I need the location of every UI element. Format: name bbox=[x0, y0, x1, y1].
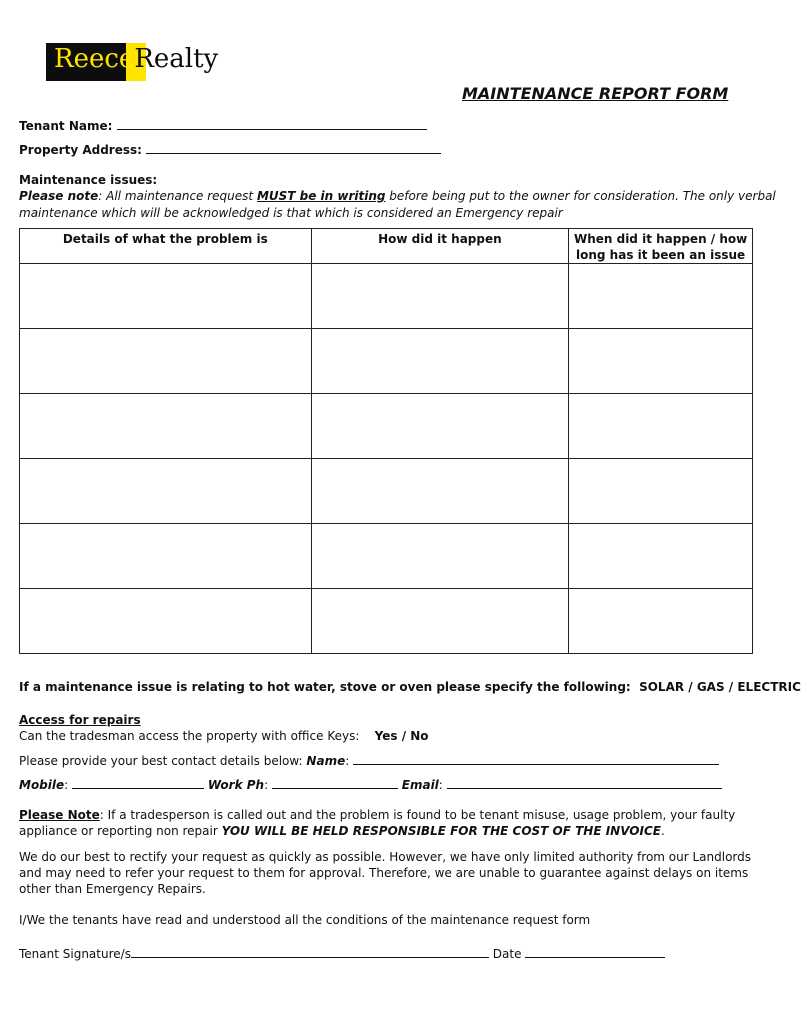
table-cell-when[interactable] bbox=[569, 524, 753, 589]
tenant-name-label: Tenant Name: bbox=[19, 119, 113, 133]
table-cell-how[interactable] bbox=[311, 589, 569, 654]
maintenance-issues-label: Maintenance issues: bbox=[19, 173, 158, 187]
name-field[interactable] bbox=[353, 753, 719, 765]
table-row bbox=[20, 589, 753, 654]
table-row bbox=[20, 394, 753, 459]
table-cell-details[interactable] bbox=[20, 589, 312, 654]
company-logo bbox=[46, 43, 219, 81]
acknowledge-text: I/We the tenants have read and understood all the conditions of the maintenance request form bbox=[19, 913, 591, 927]
table-cell-how[interactable] bbox=[311, 394, 569, 459]
table-row bbox=[20, 264, 753, 329]
access-question: Can the tradesman access the property with office Keys: bbox=[19, 729, 360, 743]
note-text-after: before being put to the owner for consideration. The only verbal bbox=[385, 189, 776, 203]
note-emphasis: MUST be in writing bbox=[256, 189, 386, 203]
please-note-responsibility: YOU WILL BE HELD RESPONSIBLE FOR THE COST OF THE INVOICE bbox=[221, 824, 661, 838]
paragraph-line-3: other than Emergency Repairs. bbox=[19, 882, 206, 896]
table-cell-details[interactable] bbox=[20, 329, 312, 394]
table-row bbox=[20, 459, 753, 524]
access-answer[interactable]: Yes / No bbox=[374, 729, 429, 743]
please-note-line-1 bbox=[19, 808, 735, 822]
table-cell-when[interactable] bbox=[569, 394, 753, 459]
note-label: Please note bbox=[19, 189, 99, 203]
table-cell-details[interactable] bbox=[20, 264, 312, 329]
access-question-row bbox=[19, 729, 429, 743]
table-cell-how[interactable] bbox=[311, 459, 569, 524]
hot-water-text: If a maintenance issue is relating to hot water, stove or oven please specify the following: bbox=[19, 680, 631, 694]
note-line-1 bbox=[19, 189, 776, 203]
logo-part1: Reece bbox=[54, 44, 135, 74]
signature-label: Tenant Signature/s bbox=[19, 947, 131, 961]
hot-water-row bbox=[19, 680, 801, 694]
table-row bbox=[20, 329, 753, 394]
work-field[interactable] bbox=[272, 777, 398, 789]
table-cell-how[interactable] bbox=[311, 264, 569, 329]
property-address-field[interactable] bbox=[146, 142, 441, 154]
logo-part2: Realty bbox=[134, 44, 219, 74]
table-cell-details[interactable] bbox=[20, 524, 312, 589]
please-note-text: : If a tradesperson is called out and the problem is found to be tenant misuse, usage problem, your faulty bbox=[99, 808, 736, 822]
property-address-label: Property Address: bbox=[19, 143, 142, 157]
table-cell-details[interactable] bbox=[20, 394, 312, 459]
table-cell-when[interactable] bbox=[569, 329, 753, 394]
please-note-label: Please Note bbox=[19, 808, 100, 822]
paragraph-line-1: We do our best to rectify your request as quickly as possible. However, we have only limited authority from our Landlords bbox=[19, 850, 752, 864]
mobile-label: Mobile bbox=[19, 778, 65, 792]
table-cell-details[interactable] bbox=[20, 459, 312, 524]
table-cell-how[interactable] bbox=[311, 524, 569, 589]
note-line-2: maintenance which will be acknowledged is that which is considered an Emergency repair bbox=[19, 206, 563, 220]
mobile-field[interactable] bbox=[72, 777, 204, 789]
please-note-line2-end: . bbox=[660, 824, 665, 838]
header-details: Details of what the problem is bbox=[20, 229, 312, 264]
name-label: Name bbox=[306, 754, 346, 768]
form-title: MAINTENANCE REPORT FORM bbox=[462, 84, 729, 103]
contact-row: Please provide your best contact details below: Name: bbox=[19, 753, 719, 768]
table-cell-how[interactable] bbox=[311, 329, 569, 394]
header-when: When did it happen / how long has it been an issue bbox=[569, 229, 753, 264]
please-note-line-2 bbox=[19, 824, 665, 838]
property-address-row bbox=[19, 142, 441, 157]
table-cell-when[interactable] bbox=[569, 589, 753, 654]
tenant-name-field[interactable] bbox=[117, 118, 427, 130]
tenant-name-row bbox=[19, 118, 427, 133]
work-label: Work Ph bbox=[207, 778, 265, 792]
paragraph-line-2: and may need to refer your request to them for approval. Therefore, we are unable to guarantee against delays on items bbox=[19, 866, 749, 880]
table-header-row bbox=[20, 229, 753, 264]
date-field[interactable] bbox=[525, 946, 665, 958]
signature-row bbox=[19, 946, 665, 961]
email-label: Email bbox=[401, 778, 439, 792]
note-text-before: : All maintenance request bbox=[98, 189, 257, 203]
header-how: How did it happen bbox=[311, 229, 569, 264]
table-cell-when[interactable] bbox=[569, 459, 753, 524]
phone-row: Mobile: Work Ph: Email: bbox=[19, 777, 722, 792]
table-cell-when[interactable] bbox=[569, 264, 753, 329]
logo-text bbox=[54, 44, 218, 74]
email-field[interactable] bbox=[447, 777, 722, 789]
hot-water-options[interactable]: SOLAR / GAS / ELECTRIC bbox=[639, 680, 801, 694]
access-heading: Access for repairs bbox=[19, 713, 141, 727]
please-note-line2-start: appliance or reporting non repair bbox=[19, 824, 222, 838]
signature-field[interactable] bbox=[131, 946, 489, 958]
table-row bbox=[20, 524, 753, 589]
date-label: Date bbox=[492, 947, 522, 961]
maintenance-table bbox=[19, 228, 753, 654]
contact-prompt: Please provide your best contact details below: bbox=[19, 754, 303, 768]
